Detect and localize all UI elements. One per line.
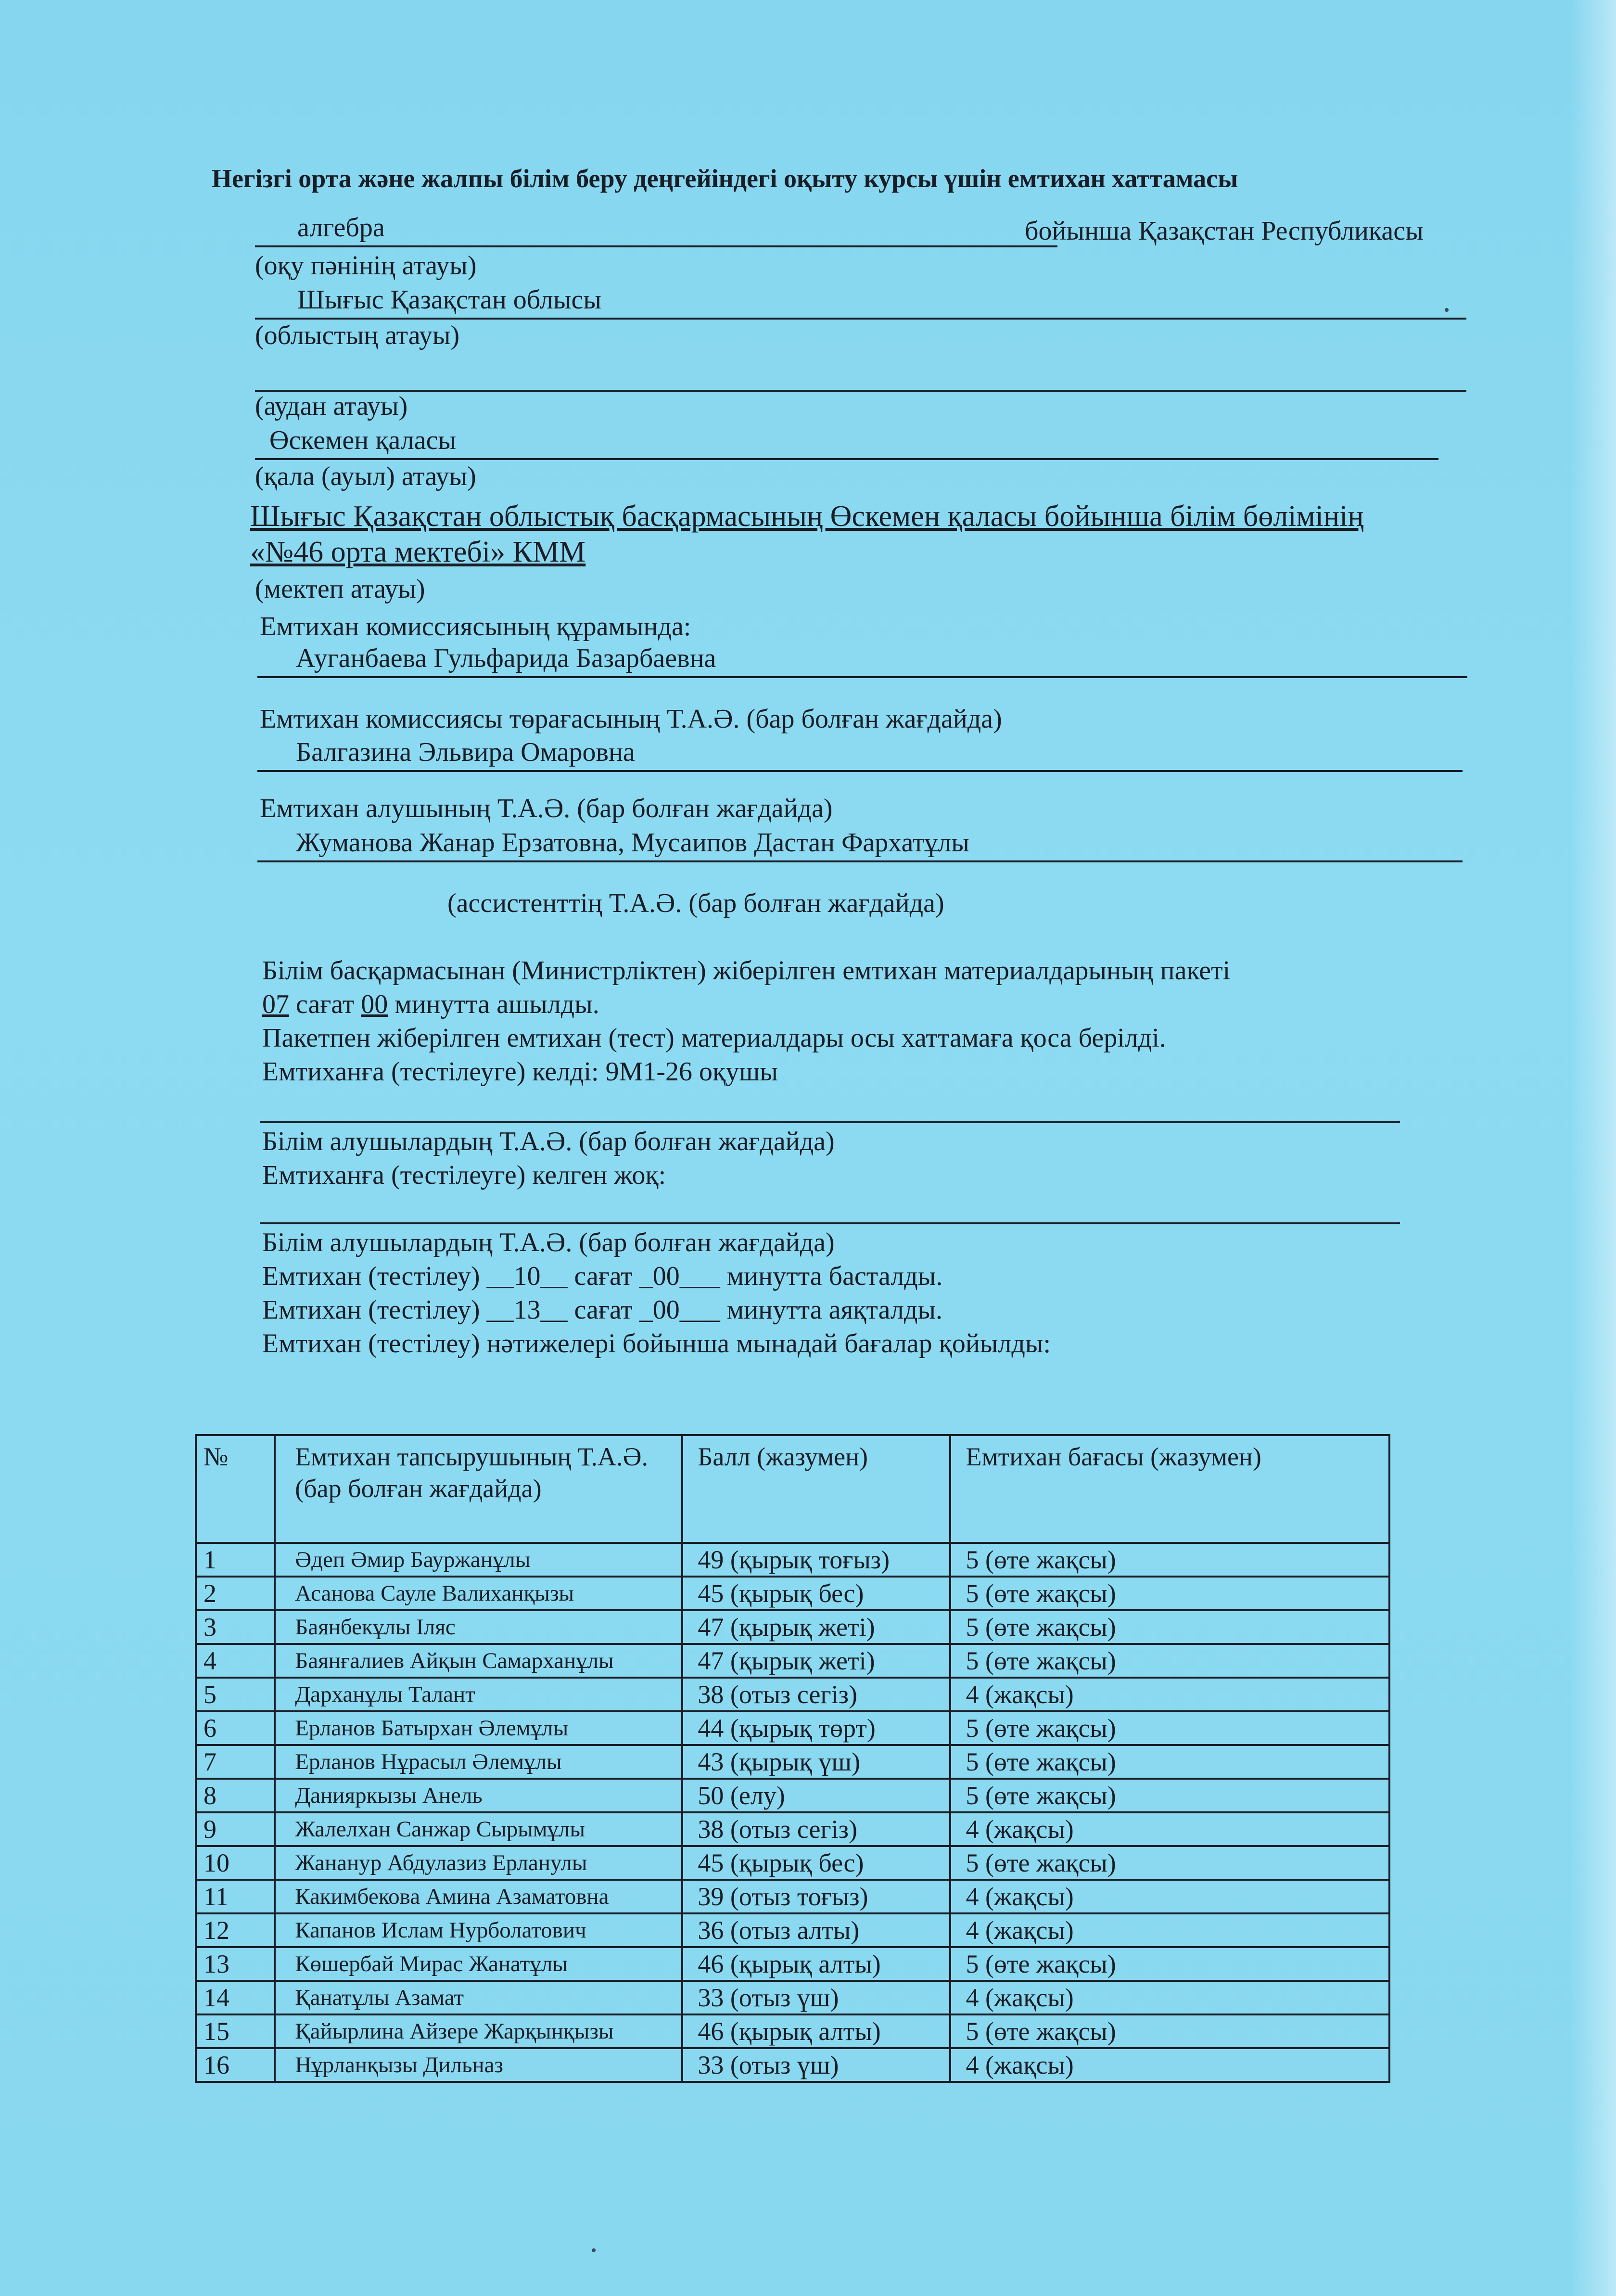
commission-label: Емтихан комиссиясының құрамында: (260, 612, 691, 641)
table-header-row (196, 1435, 1389, 1543)
row-name: Баянбекұлы Іляс (275, 1610, 682, 1644)
row-grade: 5 (өте жақсы) (950, 2014, 1389, 2048)
paper-speck (1445, 308, 1449, 312)
attended-caption: Білім алушылардың Т.А.Ә. (бар болған жағдайда) (262, 1127, 835, 1156)
row-score: 36 (отыз алты) (682, 1913, 950, 1947)
row-number: 12 (196, 1913, 275, 1947)
package-line2 (262, 989, 599, 1020)
row-name: Данияркызы Анель (275, 1779, 682, 1812)
row-grade: 5 (өте жақсы) (950, 1610, 1389, 1644)
subject-suffix: бойынша Қазақстан Республикасы (1025, 216, 1424, 246)
row-number: 3 (196, 1610, 275, 1644)
table-row (196, 1981, 1389, 2014)
exam-end-line: Емтихан (тестілеу) __13__ сағат _00___ минутта аяқталды. (262, 1295, 942, 1325)
row-name: Қанатұлы Азамат (275, 1981, 682, 2014)
row-grade: 4 (жақсы) (950, 1880, 1389, 1913)
row-grade: 5 (өте жақсы) (950, 1779, 1389, 1812)
paper-speck (592, 2248, 596, 2252)
row-number: 14 (196, 1981, 275, 2014)
table-row (196, 2048, 1389, 2082)
region-field (255, 284, 1466, 320)
row-score: 39 (отыз тоғыз) (682, 1880, 950, 1913)
table-row (196, 1947, 1389, 1981)
row-number: 7 (196, 1745, 275, 1779)
results-line: Емтихан (тестілеу) нәтижелері бойынша мынадай бағалар қойылды: (262, 1329, 1051, 1359)
row-name: Какимбекова Амина Азаматовна (275, 1880, 682, 1913)
absent-label: Емтиханға (тестілеуге) келген жоқ: (262, 1160, 666, 1190)
package-line3: Пакетпен жіберілген емтихан (тест) материалдары осы хаттамаға қоса берілді. (262, 1023, 1166, 1053)
examiner-label: Емтихан алушының Т.А.Ә. (бар болған жағдайда) (260, 794, 833, 823)
row-grade: 5 (өте жақсы) (950, 1543, 1389, 1577)
row-score: 49 (қырық тоғыз) (682, 1543, 950, 1577)
city-caption: (қала (ауыл) атауы) (255, 462, 476, 491)
package-hour: 07 (262, 989, 289, 1019)
header-score: Балл (жазумен) (682, 1435, 950, 1543)
row-score: 38 (отыз сегіз) (682, 1678, 950, 1711)
row-grade: 4 (жақсы) (950, 1812, 1389, 1846)
row-score: 47 (қырық жеті) (682, 1644, 950, 1678)
row-number: 11 (196, 1880, 275, 1913)
district-caption: (аудан атауы) (255, 391, 408, 421)
row-name: Көшербай Мирас Жанатұлы (275, 1947, 682, 1981)
school-line1: Шығыс Қазақстан облыстық басқармасының Өскемен қаласы бойынша білім бөлімінің (250, 500, 1364, 533)
region-value: Шығыс Қазақстан облысы (297, 285, 601, 315)
row-grade: 4 (жақсы) (950, 1981, 1389, 2014)
row-score: 46 (қырық алты) (682, 1947, 950, 1981)
row-number: 10 (196, 1846, 275, 1880)
package-hour-word: сағат (296, 989, 355, 1019)
row-grade: 5 (өте жақсы) (950, 1577, 1389, 1610)
table-row (196, 1812, 1389, 1846)
row-name: Әдеп Әмир Бауржанұлы (275, 1543, 682, 1577)
package-line1: Білім басқармасынан (Министрліктен) жіберілген емтихан материалдарының пакеті (262, 956, 1231, 986)
package-line4: Емтиханға (тестілеуге) келді: 9М1-26 оқушы (262, 1057, 778, 1087)
table-row (196, 1913, 1389, 1947)
header-grade: Емтихан бағасы (жазумен) (950, 1435, 1389, 1543)
region-caption: (облыстың атауы) (255, 321, 460, 350)
table-row (196, 1711, 1389, 1745)
row-score: 50 (елу) (682, 1779, 950, 1812)
row-name: Қайырлина Айзере Жарқынқызы (275, 2014, 682, 2048)
table-row (196, 1779, 1389, 1812)
row-name: Ерланов Нұрасыл Әлемұлы (275, 1745, 682, 1779)
subject-field (255, 212, 1057, 247)
row-name: Асанова Сауле Валиханқызы (275, 1577, 682, 1610)
table-row (196, 1678, 1389, 1711)
attended-names-line (260, 1121, 1400, 1123)
header-name: Емтихан тапсырушының Т.А.Ә. (бар болған жағдайда) (275, 1435, 682, 1543)
row-grade: 5 (өте жақсы) (950, 1846, 1389, 1880)
row-score: 47 (қырық жеті) (682, 1610, 950, 1644)
district-field (255, 356, 1466, 392)
city-value: Өскемен қаласы (269, 425, 457, 455)
school-line2: «№46 орта мектебі» КММ (250, 536, 586, 568)
row-name: Ерланов Батырхан Әлемұлы (275, 1711, 682, 1745)
subject-caption: (оқу пәнінің атауы) (255, 251, 477, 281)
commission-field (257, 642, 1467, 678)
row-grade: 4 (жақсы) (950, 1678, 1389, 1711)
row-grade: 5 (өте жақсы) (950, 1711, 1389, 1745)
subject-value: алгебра (297, 213, 385, 243)
row-number: 1 (196, 1543, 275, 1577)
row-grade: 4 (жақсы) (950, 1913, 1389, 1947)
table-row (196, 2014, 1389, 2048)
row-score: 46 (қырық алты) (682, 2014, 950, 2048)
table-row (196, 1577, 1389, 1610)
package-minute: 00 (361, 989, 388, 1019)
package-minute-word: минутта ашылды. (394, 989, 599, 1019)
examiner-value: Жуманова Жанар Ерзатовна, Мусаипов Дастан Фархатұлы (296, 828, 969, 858)
paper-edge (1570, 0, 1616, 2296)
city-field (255, 424, 1438, 460)
chair-field (257, 736, 1463, 772)
commission-value: Ауганбаева Гульфарида Базарбаевна (296, 643, 716, 673)
row-number: 9 (196, 1812, 275, 1846)
row-name: Капанов Ислам Нурболатович (275, 1913, 682, 1947)
row-number: 4 (196, 1644, 275, 1678)
examiner-field (257, 827, 1463, 862)
row-grade: 5 (өте жақсы) (950, 1947, 1389, 1981)
row-score: 45 (қырық бес) (682, 1846, 950, 1880)
row-grade: 5 (өте жақсы) (950, 1644, 1389, 1678)
row-name: Жананур Абдулазиз Ерланулы (275, 1846, 682, 1880)
table-row (196, 1543, 1389, 1577)
row-number: 8 (196, 1779, 275, 1812)
row-name: Жалелхан Санжар Сырымұлы (275, 1812, 682, 1846)
row-score: 45 (қырық бес) (682, 1577, 950, 1610)
row-score: 43 (қырық үш) (682, 1745, 950, 1779)
school-caption: (мектеп атауы) (255, 574, 425, 604)
row-score: 38 (отыз сегіз) (682, 1812, 950, 1846)
exam-start-line: Емтихан (тестілеу) __10__ сағат _00___ минутта басталды. (262, 1261, 943, 1291)
assistant-caption: (ассистенттің Т.А.Ә. (бар болған жағдайда) (447, 888, 944, 918)
row-grade: 4 (жақсы) (950, 2048, 1389, 2082)
table-row (196, 1880, 1389, 1913)
header-number: № (196, 1435, 275, 1543)
row-grade: 5 (өте жақсы) (950, 1745, 1389, 1779)
table-row (196, 1745, 1389, 1779)
results-table (195, 1434, 1390, 2083)
row-number: 16 (196, 2048, 275, 2082)
document-title: Негізгі орта және жалпы білім беру деңгейіндегі оқыту курсы үшін емтихан хаттамасы (212, 164, 1238, 193)
absent-names-line (260, 1222, 1400, 1224)
row-name: Баянғалиев Айқын Самарханұлы (275, 1644, 682, 1678)
absent-caption: Білім алушылардың Т.А.Ә. (бар болған жағдайда) (262, 1228, 835, 1257)
row-score: 44 (қырық төрт) (682, 1711, 950, 1745)
chair-value: Балгазина Эльвира Омаровна (296, 737, 635, 767)
row-name: Дарханұлы Талант (275, 1678, 682, 1711)
chair-label: Емтихан комиссиясы төрағасының Т.А.Ә. (бар болған жағдайда) (260, 704, 1002, 734)
row-number: 5 (196, 1678, 275, 1711)
row-number: 15 (196, 2014, 275, 2048)
table-row (196, 1610, 1389, 1644)
row-name: Нұрланқызы Дильназ (275, 2048, 682, 2082)
table-row (196, 1846, 1389, 1880)
row-score: 33 (отыз үш) (682, 2048, 950, 2082)
row-number: 13 (196, 1947, 275, 1981)
row-score: 33 (отыз үш) (682, 1981, 950, 2014)
row-number: 2 (196, 1577, 275, 1610)
table-row (196, 1644, 1389, 1678)
row-number: 6 (196, 1711, 275, 1745)
